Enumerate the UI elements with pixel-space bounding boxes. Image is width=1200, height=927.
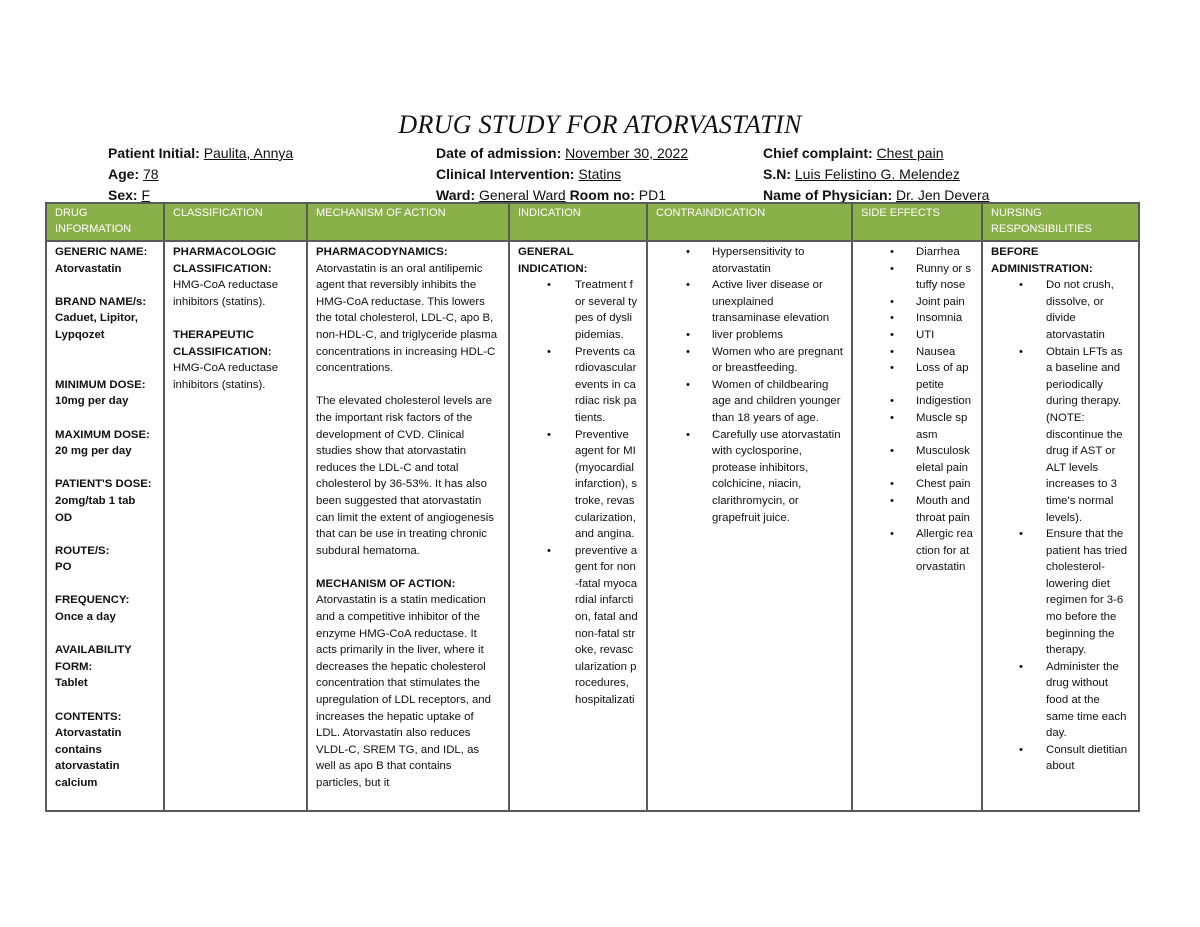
list-item: • Prevents cardiovascular events in cardiac risk patients.	[518, 344, 638, 427]
header-side-effects: SIDE EFFECTS	[852, 203, 982, 241]
physician-name: Name of Physician: Dr. Jen Devera	[763, 187, 990, 203]
list-item: • Treatment for several types of dyslipidemias.	[518, 277, 638, 343]
contents-value: Atorvastatin contains atorvastatin calcium	[55, 727, 122, 789]
patient-info	[108, 143, 1008, 206]
list-item: • preventive agent for non-fatal myocardial infarction, fatal and non-fatal stroke, revascularization procedures, hospitalizati	[518, 543, 638, 709]
generic-name-value: Atorvastatin	[55, 262, 122, 275]
classification-cell	[164, 241, 307, 811]
route-value: PO	[55, 561, 72, 574]
patient-initial: Patient Initial: Paulita, Annya	[108, 145, 294, 161]
header-mechanism: MECHANISM OF ACTION	[307, 203, 509, 241]
mechanism-cell	[307, 241, 509, 811]
side-effects-cell	[852, 241, 982, 811]
list-item: • liver problems	[656, 327, 843, 344]
header-drug-information: DRUG INFORMATION	[46, 203, 164, 241]
maximum-dose-value: 20 mg per day	[55, 445, 132, 458]
nursing-list	[991, 277, 1130, 775]
chief-complaint: Chief complaint: Chest pain	[763, 145, 944, 161]
generic-name-label: GENERIC NAME:	[55, 246, 148, 258]
list-item: • Chest pain	[861, 476, 973, 493]
list-item: • Runny or stuffy nose	[861, 261, 973, 294]
pharmacodynamics-text: Atorvastatin is an oral antilipemic agent that reversibly inhibits the HMG-CoA reductase. This lowers the total cholesterol, LDL-C, apo B, non-HDL-C, and triglyceride plasma concentrations in increasing HDL-C concentrations.	[316, 262, 498, 375]
list-item: • Obtain LFTs as a baseline and periodically during therapy. (NOTE: discontinue the drug if AST or ALT levels increases to 3 time's normal levels).	[991, 344, 1130, 527]
therapeutic-value: HMG-CoA reductase inhibitors (statins).	[173, 362, 279, 391]
frequency-label: FREQUENCY:	[55, 594, 130, 607]
therapeutic-label: THERAPEUTIC CLASSIFICATION:	[173, 328, 272, 358]
list-item: • Mouth and throat pain	[861, 493, 973, 526]
list-item: • Ensure that the patient has tried cholesterol-lowering diet regimen for 3-6 mo before the beginning the therapy.	[991, 526, 1130, 659]
list-item: • Do not crush, dissolve, or divide atorvastatin	[991, 277, 1130, 343]
list-item: • Carefully use atorvastatin with cyclosporine, protease inhibitors, colchicine, niacin, clarithromycin, or grapefruit juice.	[656, 427, 843, 527]
patient-dose-value: 2omg/tab 1 tab OD	[55, 494, 136, 524]
nursing-cell	[982, 241, 1139, 811]
list-item: • Diarrhea	[861, 244, 973, 261]
brand-name-value: Caduet, Lipitor, Lypqozet	[55, 312, 138, 341]
frequency-value: Once a day	[55, 611, 116, 624]
pharmacologic-value: HMG-CoA reductase inhibitors (statins).	[173, 279, 279, 308]
list-item: • Women of childbearing age and children younger than 18 years of age.	[656, 377, 843, 427]
list-item: • Insomnia	[861, 310, 973, 327]
list-item: • Preventive agent for MI (myocardial infarction), stroke, revascularization, and angina.	[518, 427, 638, 543]
admission-date: Date of admission: November 30, 2022	[436, 145, 689, 161]
list-item: • Joint pain	[861, 294, 973, 311]
list-item: • Musculoskeletal pain	[861, 443, 973, 476]
student-nurse: S.N: Luis Felistino G. Melendez	[763, 166, 960, 182]
ward-room: Ward: General Ward Room no: PD1	[436, 187, 667, 203]
patient-sex: Sex: F	[108, 187, 151, 203]
list-item: • UTI	[861, 327, 973, 344]
patient-dose-label: PATIENT'S DOSE:	[55, 478, 152, 491]
availability-value: Tablet	[55, 677, 88, 690]
minimum-dose-label: MINIMUM DOSE:	[55, 378, 146, 391]
list-item: • Administer the drug without food at the same time each day.	[991, 659, 1130, 742]
list-item: • Active liver disease or unexplained transaminase elevation	[656, 277, 843, 327]
list-item: • Muscle spasm	[861, 410, 973, 443]
availability-label: AVAILABILITY FORM:	[55, 644, 132, 673]
pharmacodynamics-label: PHARMACODYNAMICS:	[316, 246, 448, 258]
header-classification: CLASSIFICATION	[164, 203, 307, 241]
list-item: • Consult dietitian about	[991, 742, 1130, 775]
header-indication: INDICATION	[509, 203, 647, 241]
patient-age: Age: 78	[108, 166, 159, 182]
drug-information-cell	[46, 241, 164, 811]
clinical-intervention: Clinical Intervention: Statins	[436, 166, 622, 182]
table-row	[46, 241, 1139, 811]
indication-list	[518, 277, 638, 708]
maximum-dose-label: MAXIMUM DOSE:	[55, 428, 150, 441]
brand-name-label: BRAND NAME/s:	[55, 295, 147, 308]
drug-study-table	[45, 202, 1140, 812]
contents-label: CONTENTS:	[55, 710, 122, 723]
list-item: • Nausea	[861, 344, 973, 361]
list-item: • Hypersensitivity to atorvastatin	[656, 244, 843, 277]
list-item: • Allergic reaction for atorvastatin	[861, 526, 973, 576]
list-item: • Indigestion	[861, 393, 973, 410]
document-title: DRUG STUDY FOR ATORVASTATIN	[398, 110, 802, 139]
general-indication-label: GENERAL INDICATION:	[518, 246, 588, 275]
minimum-dose-value: 10mg per day	[55, 395, 129, 408]
moa-label: MECHANISM OF ACTION:	[316, 577, 456, 590]
route-label: ROUTE/S:	[55, 544, 110, 557]
contraindication-list	[656, 244, 843, 526]
indication-cell	[509, 241, 647, 811]
pharmacologic-label: PHARMACOLOGIC CLASSIFICATION:	[173, 246, 277, 275]
list-item: • Women who are pregnant or breastfeeding.	[656, 344, 843, 377]
before-administration-label: BEFORE ADMINISTRATION:	[991, 246, 1093, 275]
table-header-row	[46, 203, 1139, 241]
pharmacodynamics-text-2: The elevated cholesterol levels are the important risk factors of the development of CVD. Clinical studies show that atorvastatin reduces the LDL-C and total cholesterol by 36-53%. It has also been suggested that atorvastatin can limit the extent of angiogenesis that can be use in treating chronic subdural hematoma.	[316, 395, 494, 557]
side-effects-list	[861, 244, 973, 576]
contraindication-cell	[647, 241, 852, 811]
list-item: • Loss of appetite	[861, 360, 973, 393]
moa-text: Atorvastatin is a statin medication and a competitive inhibitor of the enzyme HMG-CoA reductase. It acts primarily in the liver, where it decreases the hepatic cholesterol concentration that stimulates the upregulation of LDL receptors, and increases the hepatic uptake of LDL. Atorvastatin also reduces VLDL-C, SREM TG, and IDL, as well as apo B that contains particles, but it	[316, 594, 491, 789]
header-nursing: NURSING RESPONSIBILITIES	[982, 203, 1139, 241]
header-contraindication: CONTRAINDICATION	[647, 203, 852, 241]
